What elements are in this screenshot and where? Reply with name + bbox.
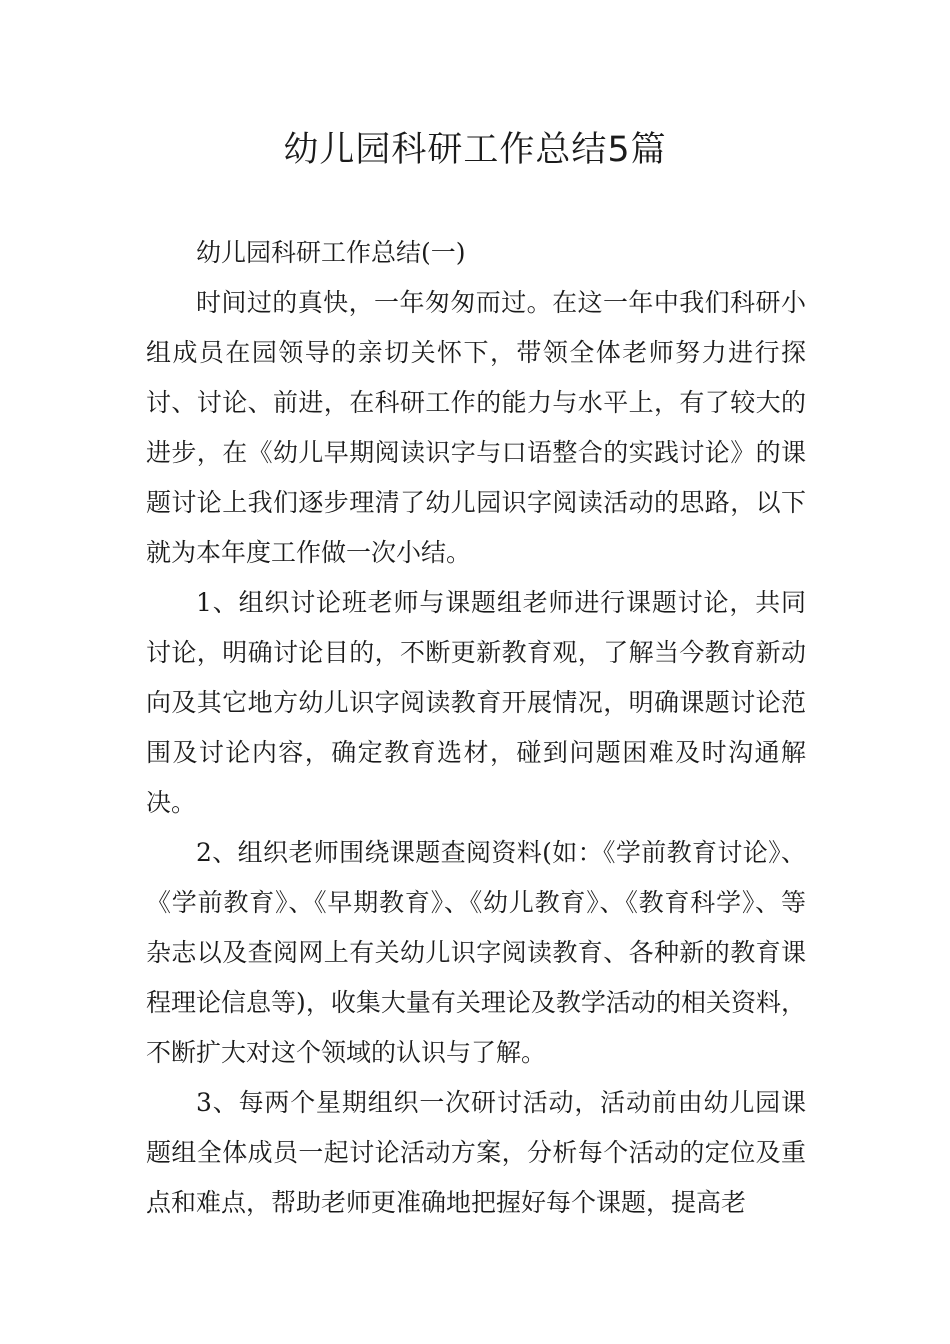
paragraph-intro: 时间过的真快，一年匆匆而过。在这一年中我们科研小组成员在园领导的亲切关怀下，带领全体老师努力进行探讨、讨论、前进，在科研工作的能力与水平上，有了较大的进步，在《幼儿早期阅读识字与口语整合的实践讨论》的课题讨论上我们逐步理清了幼儿园识字阅读活动的思路，以下就为本年度工作做一次小结。	[146, 288, 806, 567]
paragraph-item-1: 1、组织讨论班老师与课题组老师进行课题讨论，共同讨论，明确讨论目的，不断更新教育观，了解当今教育新动向及其它地方幼儿识字阅读教育开展情况，明确课题讨论范围及讨论内容，确定教育选材，碰到问题困难及时沟通解决。	[146, 588, 806, 817]
paragraph-item-3: 3、每两个星期组织一次研讨活动，活动前由幼儿园课题组全体成员一起讨论活动方案，分析每个活动的定位及重点和难点，帮助老师更准确地把握好每个课题，提高老	[146, 1088, 806, 1217]
document-title: 幼儿园科研工作总结5篇	[283, 130, 667, 170]
paragraph-item-2: 2、组织老师围绕课题查阅资料(如：《学前教育讨论》、《学前教育》、《早期教育》、《幼儿教育》、《教育科学》、等杂志以及查阅网上有关幼儿识字阅读教育、各种新的教育课程理论信息等)，收集大量有关理论及教学活动的相关资料，不断扩大对这个领域的认识与了解。	[146, 838, 806, 1067]
section-subheading: 幼儿园科研工作总结(一)	[196, 238, 466, 267]
document-body	[146, 228, 806, 1228]
